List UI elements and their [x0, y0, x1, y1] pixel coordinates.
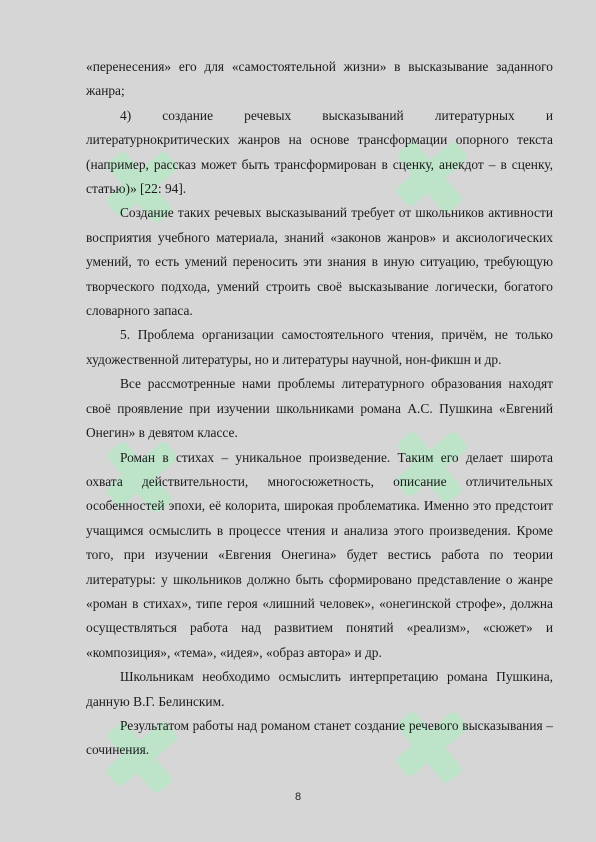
paragraph: Роман в стихах – уникальное произведение. Таким его делает широта охвата действительности, многосюжетность, описание отличительных особенностей эпохи, её колорита, широкая проблематика. Именно это предстоит учащимся осмыслить в процессе чтения и анализа этого произведения. Кроме того, при изучении «Евгения Онегина» будет вестись работа по теории литературы: у школьников должно быть сформировано представление о жанре «роман в стихах», типе героя «лишний человек», «онегинской строфе», должна осуществляться работа над развитием понятий «реализм», «сюжет» и «композиция», «тема», «идея», «образ автора» и др.: [86, 449, 553, 660]
paragraph: Результатом работы над романом станет создание речевого высказывания – сочинения.: [86, 717, 553, 758]
paragraph: 5. Проблема организации самостоятельного чтения, причём, не только художественной литературы, но и литературы научной, нон-фикшн и др.: [86, 327, 553, 367]
paragraph: Все рассмотренные нами проблемы литературного образования находят своё проявление при изучении школьниками романа А.С. Пушкина «Евгений Онегин» в девятом классе.: [86, 376, 553, 441]
page-number: 8: [294, 791, 302, 803]
paragraph: «перенесения» его для «самостоятельной жизни» в высказывание заданного жанра;: [86, 59, 553, 99]
paragraph: 4) создание речевых высказываний литературных и литературнокритических жанров на основе трансформации опорного текста (например, рассказ может быть трансформирован в сценку, анекдот – в сценку, статью)» [22: 94].: [86, 107, 553, 197]
paragraph: Создание таких речевых высказываний требует от школьников активности восприятия учебного материала, знаний «законов жанров» и аксиологических умений, то есть умений переносить эти знания в иную ситуацию, требующую творческого подхода, умений строить своё высказывание логически, богатого словарного запаса.: [86, 205, 553, 319]
body-text: [86, 55, 553, 763]
paragraph: Школьникам необходимо осмыслить интерпретацию романа Пушкина, данную В.Г. Белинским.: [86, 669, 553, 709]
